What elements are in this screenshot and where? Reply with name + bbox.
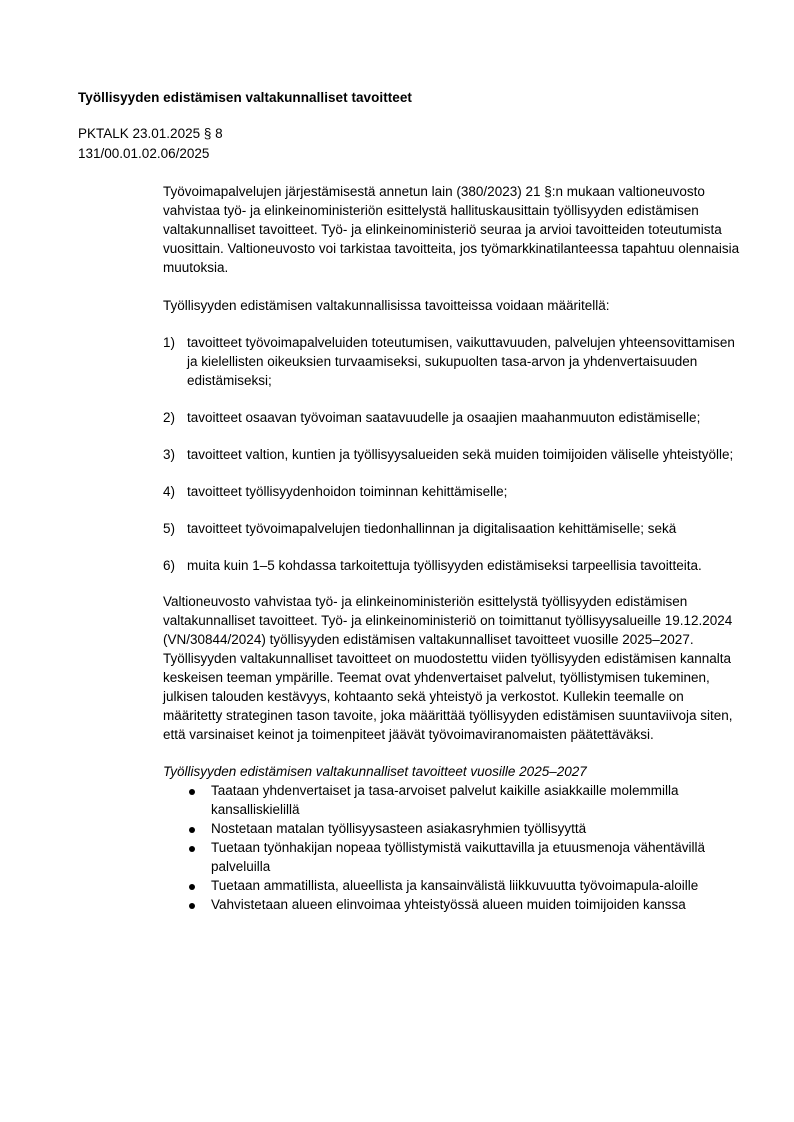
item-text: tavoitteet työvoimapalvelujen tiedonhallinnan ja digitalisaation kehittämiselle; sekä bbox=[187, 521, 677, 536]
item-text: tavoitteet osaavan työvoiman saatavuudelle ja osaajien maahanmuuton edistämiselle; bbox=[187, 410, 701, 425]
item-number: 2) bbox=[163, 410, 176, 425]
goals-list bbox=[163, 781, 741, 914]
numbered-list-item bbox=[163, 556, 741, 575]
numbered-list bbox=[163, 333, 741, 575]
goals-heading: Työllisyyden edistämisen valtakunnalliset tavoitteet vuosille 2025–2027 bbox=[163, 764, 587, 779]
bullet-icon bbox=[189, 827, 195, 833]
numbered-list-item bbox=[163, 408, 741, 427]
goal-text: Nostetaan matalan työllisyysasteen asiakasryhmien työllisyyttä bbox=[211, 821, 587, 836]
item-text: tavoitteet työvoimapalveluiden toteutumisen, vaikuttavuuden, palvelujen yhteensovittamisen ja kielellisten oikeuksien turvaamiseksi, sukupuolten tasa-arvon ja yhdenvertaisuuden edistämiseksi; bbox=[187, 335, 735, 388]
intro-paragraph: Työvoimapalvelujen järjestämisestä annetun lain (380/2023) 21 §:n mukaan valtioneuvosto vahvistaa työ- ja elinkeinoministeriön esittelystä hallituskausittain työllisyyden edistämisen valtakunnalliset tavoitteet. Työ- ja elinkeinoministeriö seuraa ja arvioi tavoitteiden toteutumista vuosittain. Valtioneuvosto voi tarkistaa tavoitteita, jos työmarkkinatilanteessa tapahtuu olennaisia muutoksia. bbox=[163, 184, 740, 275]
bullet-icon bbox=[189, 884, 195, 890]
record-id: 131/00.01.02.06/2025 bbox=[78, 146, 210, 161]
bullet-icon bbox=[189, 903, 195, 909]
document-body bbox=[163, 182, 741, 914]
numbered-list-item bbox=[163, 445, 741, 464]
bullet-icon bbox=[189, 846, 195, 852]
goal-text: Tuetaan työnhakijan nopeaa työllistymistä vaikuttavilla ja etuusmenoja vähentävillä palveluilla bbox=[211, 840, 706, 874]
numbered-list-item bbox=[163, 482, 741, 501]
item-number: 4) bbox=[163, 484, 176, 499]
goal-item bbox=[163, 876, 741, 895]
bullet-icon bbox=[189, 789, 195, 795]
numbered-list-item bbox=[163, 333, 741, 390]
item-text: tavoitteet valtion, kuntien ja työllisyysalueiden sekä muiden toimijoiden väliselle yhteistyölle; bbox=[187, 447, 734, 462]
goal-text: Vahvistetaan alueen elinvoimaa yhteistyössä alueen muiden toimijoiden kanssa bbox=[211, 897, 686, 912]
meeting-reference: PKTALK 23.01.2025 § 8 bbox=[78, 126, 223, 141]
numbered-list-item bbox=[163, 519, 741, 538]
item-text: tavoitteet työllisyydenhoidon toiminnan kehittämiselle; bbox=[187, 484, 508, 499]
item-number: 3) bbox=[163, 447, 176, 462]
list-intro-paragraph: Työllisyyden edistämisen valtakunnallisissa tavoitteissa voidaan määritellä: bbox=[163, 298, 610, 313]
goal-item bbox=[163, 838, 741, 876]
goal-item bbox=[163, 895, 741, 914]
item-number: 6) bbox=[163, 558, 176, 573]
item-number: 5) bbox=[163, 521, 176, 536]
item-number: 1) bbox=[163, 335, 176, 350]
goal-item bbox=[163, 781, 741, 819]
decision-paragraph: Valtioneuvosto vahvistaa työ- ja elinkeinoministeriön esittelystä työllisyyden edistämisen valtakunnalliset tavoitteet. Työ- ja elinkeinoministeriö on toimittanut työllisyysalueille 19.12.2024 (VN/30844/2024) työllisyyden edistämisen valtakunnalliset tavoitteet vuosille 2025–2027. Työllisyyden valtakunnalliset tavoitteet on muodostettu viiden työllisyyden edistämisen kannalta keskeisen teeman ympärille. Teemat ovat yhdenvertaiset palvelut, työllistymisen tukeminen, julkisen talouden kestävyys, kohtaanto sekä yhteistyö ja verkostot. Kullekin teemalle on määritetty strateginen tason tavoite, joka määrittää työllisyyden edistämisen suuntaviivoja siten, että varsinaiset keinot ja toimenpiteet jäävät työvoimaviranomaisten päätettäväksi. bbox=[163, 594, 733, 742]
goal-text: Tuetaan ammatillista, alueellista ja kansainvälistä liikkuvuutta työvoimapula-aloille bbox=[211, 878, 699, 893]
goal-item bbox=[163, 819, 741, 838]
item-text: muita kuin 1–5 kohdassa tarkoitettuja työllisyyden edistämiseksi tarpeellisia tavoitteita. bbox=[187, 558, 702, 573]
goal-text: Taataan yhdenvertaiset ja tasa-arvoiset palvelut kaikille asiakkaille molemmilla kansalliskielillä bbox=[211, 783, 679, 817]
document-title: Työllisyyden edistämisen valtakunnalliset tavoitteet bbox=[78, 90, 412, 105]
